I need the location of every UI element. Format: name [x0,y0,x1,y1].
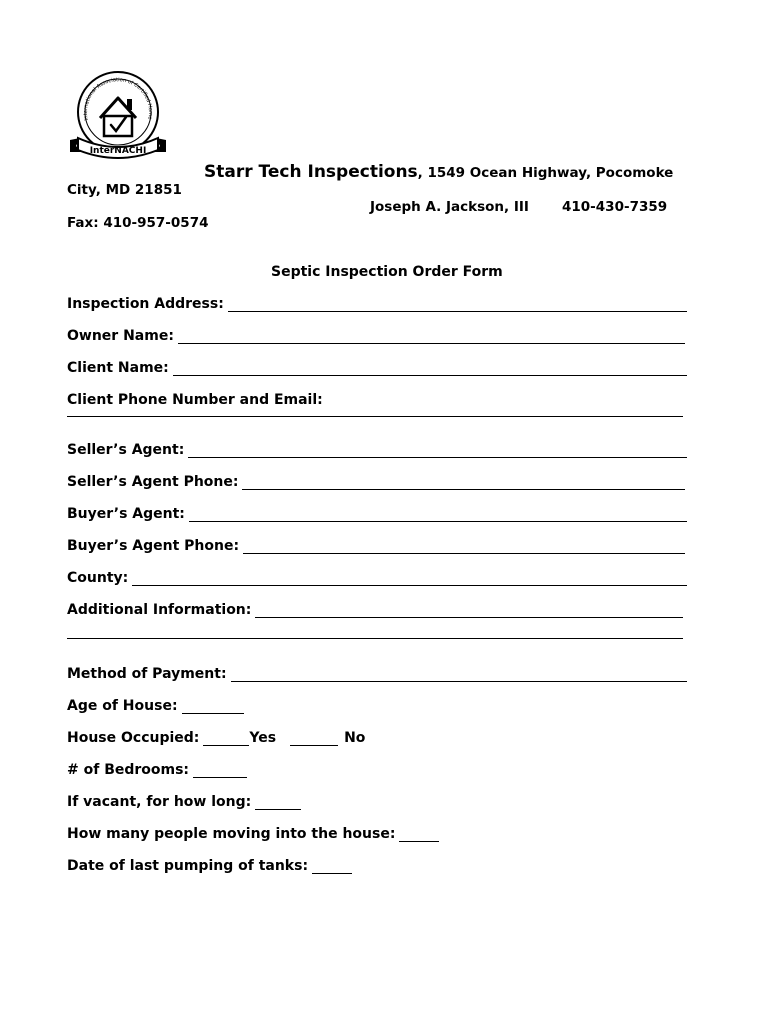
label-house-occupied: House Occupied: [67,730,200,746]
form-title: Septic Inspection Order Form [271,264,503,280]
occupied-yes-label: Yes [249,730,277,746]
label-additional-information: Additional Information: [67,602,252,618]
label-sellers-agent-phone: Seller’s Agent Phone: [67,474,239,490]
field-county[interactable] [67,570,687,586]
label-method-of-payment: Method of Payment: [67,666,227,682]
label-county: County: [67,570,129,586]
contact-phone: 410-430-7359 [562,199,668,215]
blank-buyers-agent[interactable] [189,509,687,522]
blank-people-moving-in[interactable] [399,829,439,842]
occupied-no-label: No [344,730,366,746]
blank-vacant-how-long[interactable] [255,797,301,810]
blank-additional-information[interactable] [255,605,683,618]
label-inspection-address: Inspection Address: [67,296,224,312]
logo-ring-text: International Association of Certified Home [82,77,154,121]
blank-county[interactable] [132,573,687,586]
blank-inspection-address[interactable] [228,299,687,312]
company-address-line1: , 1549 Ocean Highway, Pocomoke [417,165,674,181]
blank-owner-name[interactable] [178,331,685,344]
label-buyers-agent-phone: Buyer’s Agent Phone: [67,538,240,554]
blank-sellers-agent[interactable] [188,445,687,458]
blank-method-of-payment[interactable] [231,669,687,682]
field-owner-name[interactable] [67,328,685,344]
field-bedrooms[interactable] [67,762,247,778]
field-people-moving-in[interactable] [67,826,439,842]
blank-additional-information-line2[interactable] [67,638,683,639]
label-last-pumping: Date of last pumping of tanks: [67,858,309,874]
blank-client-name[interactable] [173,363,687,376]
field-client-phone-email [67,392,323,408]
internachi-logo [66,68,178,164]
field-age-of-house[interactable] [67,698,244,714]
fax-number: Fax: 410-957-0574 [67,215,209,231]
blank-occupied-yes[interactable] [203,733,249,746]
company-name: Starr Tech Inspections [204,162,418,182]
company-address-line2: City, MD 21851 [67,182,182,198]
field-last-pumping[interactable] [67,858,352,874]
label-owner-name: Owner Name: [67,328,174,344]
field-client-name[interactable] [67,360,687,376]
blank-buyers-agent-phone[interactable] [243,541,685,554]
label-bedrooms: # of Bedrooms: [67,762,190,778]
field-sellers-agent-phone[interactable] [67,474,685,490]
blank-last-pumping[interactable] [312,861,352,874]
field-method-of-payment[interactable] [67,666,687,682]
label-sellers-agent: Seller’s Agent: [67,442,185,458]
blank-client-phone-email[interactable] [67,416,683,417]
label-client-phone-email: Client Phone Number and Email: [67,392,323,408]
field-buyers-agent-phone[interactable] [67,538,685,554]
blank-sellers-agent-phone[interactable] [242,477,685,490]
label-client-name: Client Name: [67,360,169,376]
label-buyers-agent: Buyer’s Agent: [67,506,185,522]
contact-name: Joseph A. Jackson, III [370,199,529,215]
logo-banner-text: InterNACHI [89,146,147,156]
field-additional-information[interactable] [67,602,683,618]
label-vacant-how-long: If vacant, for how long: [67,794,252,810]
blank-age-of-house[interactable] [182,701,244,714]
label-age-of-house: Age of House: [67,698,178,714]
blank-occupied-no[interactable] [290,733,338,746]
field-sellers-agent[interactable] [67,442,687,458]
blank-bedrooms[interactable] [193,765,247,778]
field-vacant-how-long[interactable] [67,794,301,810]
field-inspection-address[interactable] [67,296,687,312]
field-buyers-agent[interactable] [67,506,687,522]
company-header-line [204,162,673,182]
field-house-occupied[interactable] [67,730,365,746]
label-people-moving-in: How many people moving into the house: [67,826,396,842]
